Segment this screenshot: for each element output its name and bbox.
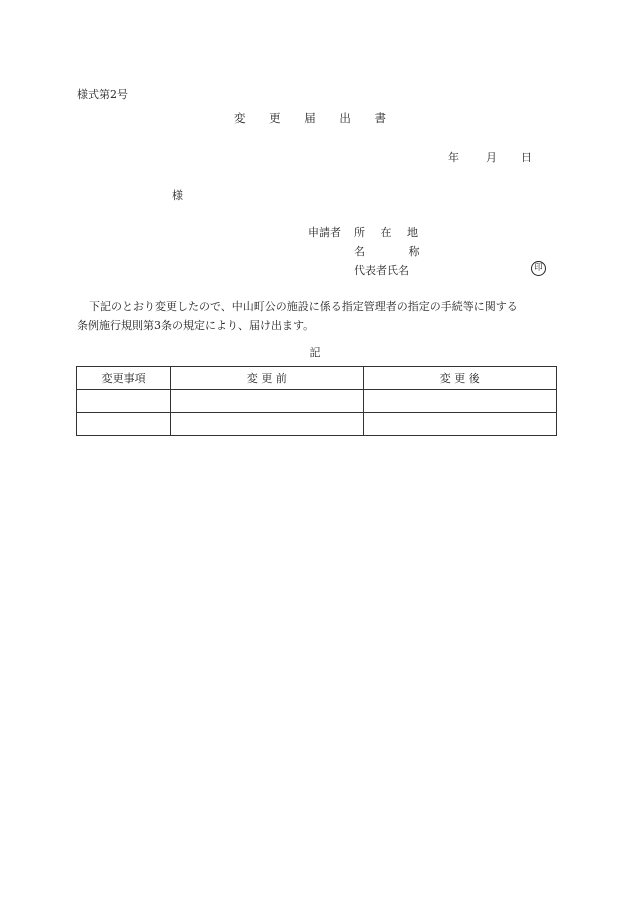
header-before-change: 変 更 前 [171, 367, 363, 390]
table-header-row [77, 367, 557, 390]
applicant-label: 申請者 [308, 226, 341, 239]
header-change-item: 変更事項 [77, 367, 171, 390]
document-title: 変 更 届 出 書 [233, 111, 397, 125]
table-cell[interactable] [363, 413, 556, 436]
table-cell[interactable] [77, 390, 171, 413]
table-row [77, 413, 557, 436]
date-day-label: 日 [521, 151, 532, 164]
table-cell[interactable] [77, 413, 171, 436]
seal-mark: 印 [531, 261, 546, 276]
body-paragraph [77, 297, 563, 335]
name-label: 名 称 [354, 245, 440, 258]
date-month-label: 月 [486, 151, 497, 164]
representative-label: 代表者氏名 [354, 264, 409, 277]
ki-label: 記 [309, 346, 321, 359]
recipient-honorific: 様 [172, 189, 183, 202]
date-year-label: 年 [448, 151, 459, 164]
body-line-1: 下記のとおり変更したので、中山町公の施設に係る指定管理者の指定の手続等に関する [89, 300, 518, 313]
table-cell[interactable] [171, 413, 363, 436]
change-table [76, 366, 557, 436]
form-number: 様式第2号 [77, 88, 128, 101]
table-cell[interactable] [171, 390, 363, 413]
address-label: 所 在 地 [354, 226, 424, 239]
table-row [77, 390, 557, 413]
body-line-2: 条例施行規則第3条の規定により、届け出ます。 [77, 319, 315, 332]
header-after-change: 変 更 後 [363, 367, 556, 390]
table-cell[interactable] [363, 390, 556, 413]
